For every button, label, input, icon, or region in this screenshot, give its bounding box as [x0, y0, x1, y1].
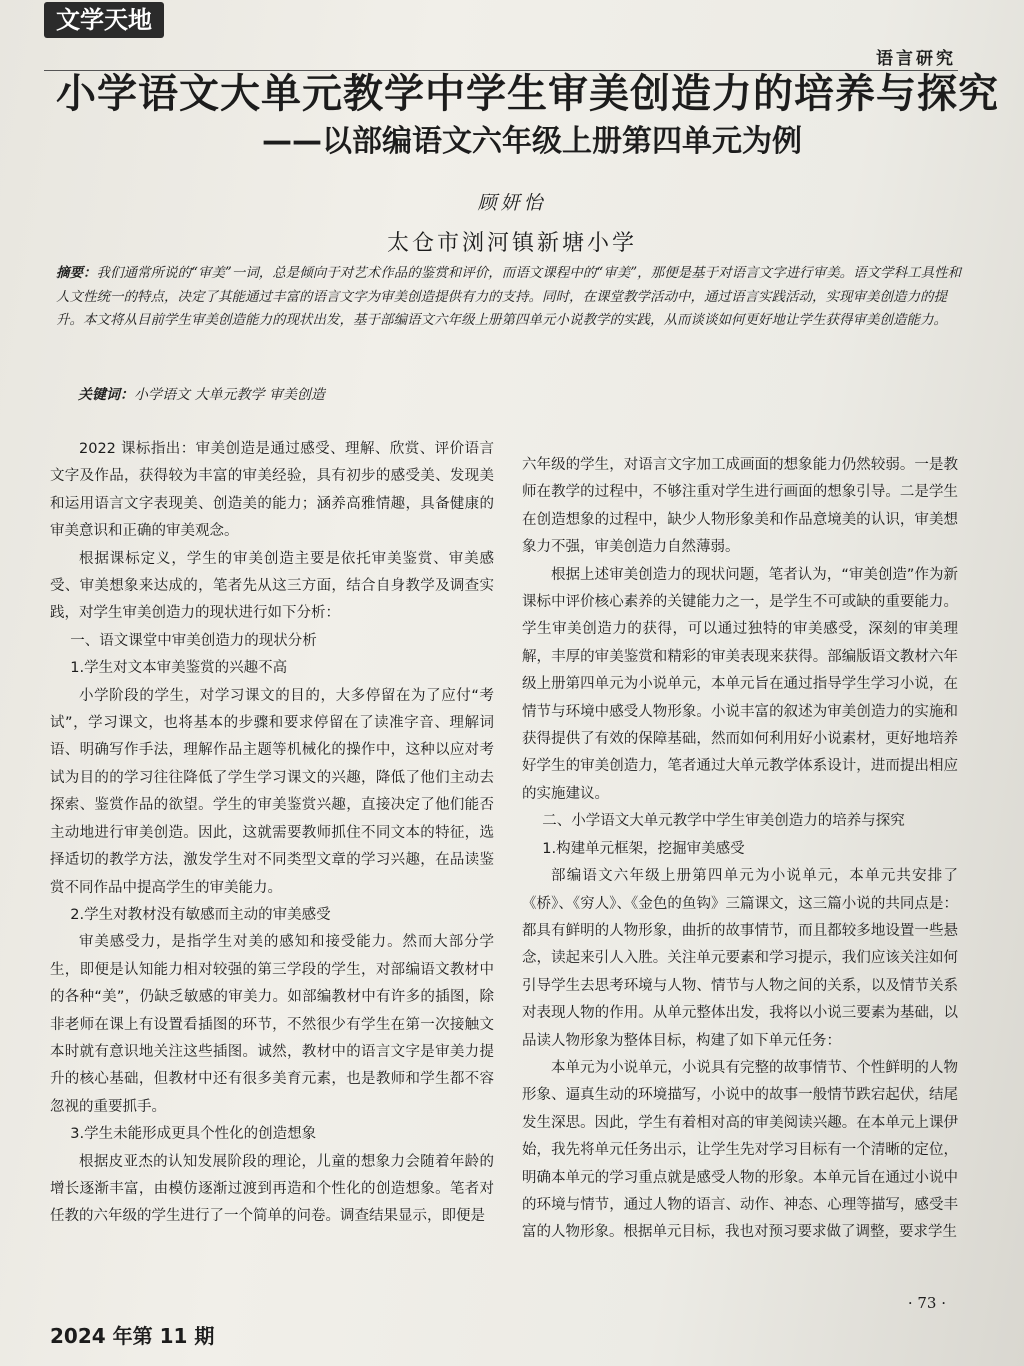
- author-affiliation: 太仓市浏河镇新塘小学: [386, 231, 637, 256]
- paragraph: 六年级的学生，对语言文字加工成画面的想象能力仍然较弱。一是教师在教学的过程中，不够注重对学生进行画面的想象引导。二是学生在创造想象的过程中，缺少人物形象美和作品意境美的认识，审美想象力不强，审美创造力自然薄弱。: [522, 457, 958, 556]
- paragraph: 根据皮亚杰的认知发展阶段的理论，儿童的想象力会随着年龄的增长逐渐丰富，由模仿逐渐过渡到再造和个性化的创造想象。笔者对任教的六年级的学生进行了一个简单的问卷。调查结果显示，即便是: [50, 1153, 494, 1225]
- section-heading: 一、语文课堂中审美创造力的现状分析: [70, 632, 317, 649]
- article-subtitle: ——以部编语文六年级上册第四单元为例: [262, 124, 802, 159]
- paragraph: 2022 课标指出：审美创造是通过感受、理解、欣赏、评价语言文字及作品，获得较为丰富的审美经验，具有初步的感受美、发现美和运用语言文字表现美、创造美的能力；涵养高雅情趣，具备健康的审美意识和正确的审美观念。: [50, 441, 494, 540]
- page-number: · 73 ·: [907, 1294, 946, 1312]
- left-column: [50, 436, 494, 1231]
- subsection-heading: 3.学生未能形成更具个性化的创造想象: [70, 1126, 317, 1143]
- subsection-heading: 2.学生对教材没有敏感而主动的审美感受: [70, 906, 331, 923]
- paragraph: 部编语文六年级上册第四单元为小说单元，本单元共安排了《桥》、《穷人》、《金色的鱼钩》三篇课文，这三篇小说的共同点是：都具有鲜明的人物形象，曲折的故事情节，而且都较多地设置一些悬念，读起来引人入胜。关注单元要素和学习提示，我们应该关注如何引导学生去思考环境与人物、情节与人物之间的关系，以及情节关系对表现人物的作用。从单元整体出发，我将以小说三要素为基础，以品读人物形象为整体目标，构建了如下单元任务：: [522, 868, 958, 1049]
- paragraph: 根据上述审美创造力的现状问题，笔者认为，“审美创造”作为新课标中评价核心素养的关键能力之一，是学生不可或缺的重要能力。学生审美创造力的获得，可以通过独特的审美感受，深刻的审美理解，丰厚的审美鉴赏和精彩的审美表现来获得。部编版语文教材六年级上册第四单元为小说单元，本单元旨在通过指导学生学习小说，在情节与环境中感受人物形象。小说丰富的叙述为审美创造力的实施和获得提供了有效的保障基础，然而如何利用好小说素材，更好地培养好学生的审美创造力，笔者通过大单元教学体系设计，进而提出相应的实施建议。: [522, 566, 958, 802]
- abstract-label: 摘要：: [56, 265, 97, 281]
- issue-label: 2024 年第 11 期: [50, 1324, 215, 1348]
- subsection-heading: 1.学生对文本审美鉴赏的兴趣不高: [70, 660, 288, 677]
- author-name: 顾妍怡: [477, 192, 547, 214]
- paragraph: 本单元为小说单元，小说具有完整的故事情节、个性鲜明的人物形象、逼真生动的环境描写，小说中的故事一般情节跌宕起伏，结尾发生深思。因此，学生有着相对高的审美阅读兴趣。在本单元上课伊始，我先将单元任务出示，让学生先对学习目标有一个清晰的定位，明确本单元的学习重点就是感受人物的形象。本单元旨在通过小说中的环境与情节，通过人物的语言、动作、神态、心理等描写，感受丰富的人物形象。根据单元目标，我也对预习要求做了调整，要求学生: [522, 1059, 958, 1241]
- column-tag: 文学天地: [44, 2, 164, 38]
- right-column: [522, 452, 958, 1247]
- abstract: [56, 262, 962, 333]
- abstract-text: 我们通常所说的“审美”一词，总是倾向于对艺术作品的鉴赏和评价，而语文课程中的“审美”，那便是基于对语言文字进行审美。语文学科工具性和人文性统一的特点，决定了其能通过丰富的语言文字为审美创造提供有力的支持。同时，在课堂教学活动中，通过语言实践活动，实现审美创造力的提升。本文将从目前学生审美创造能力的现状出发，基于部编语文六年级上册第四单元小说教学的实践，从而谈谈如何更好地让学生获得审美创造能力。: [56, 265, 962, 328]
- paragraph: 根据课标定义，学生的审美创造主要是依托审美鉴赏、审美感受、审美想象来达成的，笔者先从这三方面，结合自身教学及调查实践，对学生审美创造力的现状进行如下分析：: [50, 550, 494, 622]
- keywords: [78, 384, 958, 404]
- paragraph: 审美感受力，是指学生对美的感知和接受能力。然而大部分学生，即便是认知能力相对较强的第三学段的学生，对部编语文教材中的各种“美”，仍缺乏敏感的审美力。如部编教材中有许多的插图，除非老师在课上有设置看插图的环节，不然很少有学生在第一次接触文本时就有意识地关注这些插图。诚然，教材中的语言文字是审美力提升的核心基础，但教材中还有很多美育元素，也是教师和学生都不容忽视的重要抓手。: [50, 934, 494, 1115]
- keywords-text: 小学语文 大单元教学 审美创造: [134, 387, 325, 403]
- paragraph: 小学阶段的学生，对学习课文的目的，大多停留在为了应付“考试”，学习课文，也将基本的步骤和要求停留在了读准字音、理解词语、明确写作手法，理解作品主题等机械化的操作中，这种以应对考试为目的的学习往往降低了学生学习课文的兴趣，降低了他们主动去探索、鉴赏作品的欲望。学生的审美鉴赏兴趣，直接决定了他们能否主动地进行审美创造。因此，这就需要教师抓住不同文本的特征，选择适切的教学方法，激发学生对不同类型文章的学习兴趣，在品读鉴赏不同作品中提高学生的审美能力。: [50, 687, 494, 896]
- section-heading: 二、小学语文大单元教学中学生审美创造力的培养与探究: [542, 813, 905, 830]
- article-title: 小学语文大单元教学中学生审美创造力的培养与探究: [56, 71, 999, 117]
- section-tag: 语言研究: [876, 49, 956, 69]
- keywords-label: 关键词：: [78, 387, 134, 403]
- subsection-heading: 1.构建单元框架，挖掘审美感受: [542, 840, 745, 857]
